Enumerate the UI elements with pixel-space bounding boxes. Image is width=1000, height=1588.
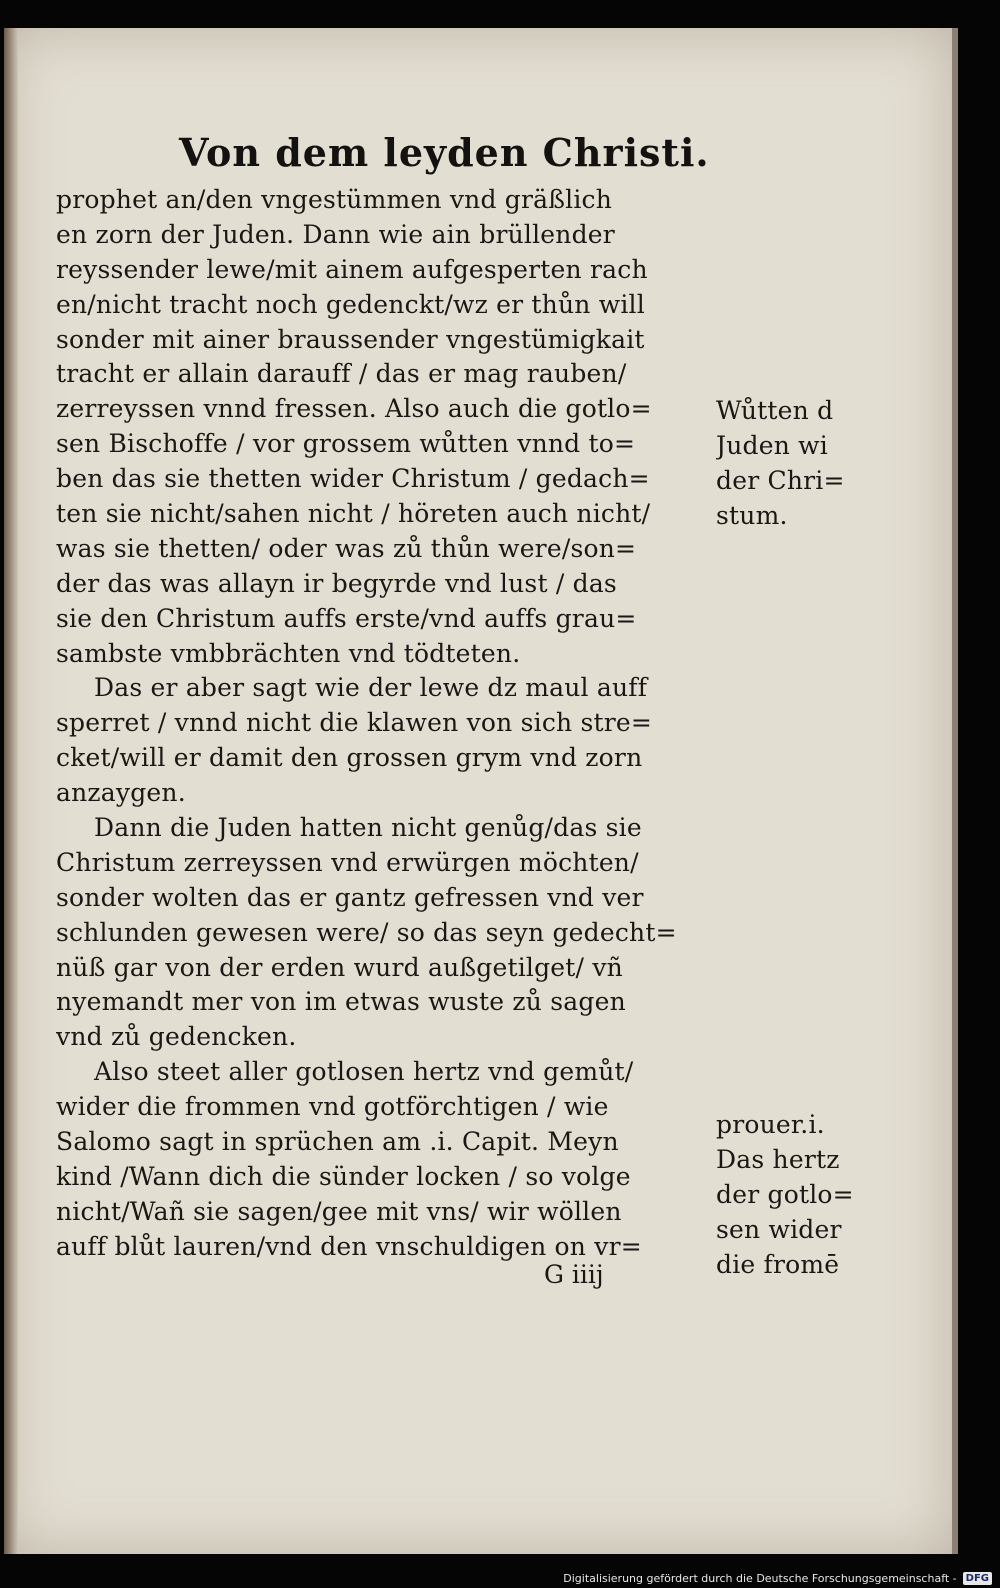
text-line: kind /Wann dich die sünder locken / so volge	[56, 1161, 631, 1191]
running-head: Von dem leyden Christi.	[179, 130, 710, 175]
text-line: schlunden gewesen were/ so das seyn gedecht=	[56, 917, 677, 947]
text-line: sonder wolten das er gantz gefressen vnd ver	[56, 882, 644, 912]
margin-note-line: der Chri=	[716, 465, 845, 495]
main-text-block	[56, 183, 716, 1265]
paragraph-start-line: Dann die Juden hatten nicht genůg/das sie	[94, 813, 642, 843]
margin-note-line: stum.	[716, 500, 788, 530]
text-line: tracht er allain darauff / das er mag rauben/	[56, 359, 627, 389]
book-page	[4, 28, 958, 1554]
text-line: nüß gar von der erden wurd außgetilget/ vñ	[56, 952, 623, 982]
digitization-credit	[563, 1572, 992, 1585]
text-line: wider die frommen vnd gotförchtigen / wie	[56, 1092, 609, 1122]
margin-note-line: Das hertz	[716, 1144, 840, 1174]
margin-note-line: sen wider	[716, 1214, 842, 1244]
text-line: vnd zů gedencken.	[56, 1022, 297, 1052]
text-line: reyssender lewe/mit ainem aufgesperten rach	[56, 254, 648, 284]
margin-note-line: der gotlo=	[716, 1179, 854, 1209]
text-line: zerreyssen vnnd fressen. Also auch die gotlo=	[56, 394, 652, 424]
credit-text: Digitalisierung gefördert durch die Deutsche Forschungsgemeinschaft -	[563, 1572, 957, 1585]
margin-note-judges-rage	[716, 394, 845, 534]
margin-note-line: Wůtten d	[716, 396, 834, 425]
margin-note-line: prouer.i.	[716, 1110, 825, 1139]
page-spine	[4, 28, 18, 1554]
text-line: ben das sie thetten wider Christum / gedach=	[56, 464, 650, 494]
paragraph-start-line: Also steet aller gotlosen hertz vnd gemůt/	[94, 1057, 634, 1087]
margin-note-line: die fromē	[716, 1249, 840, 1279]
text-line: en zorn der Juden. Dann wie ain brüllender	[56, 219, 615, 249]
text-line: auff blůt lauren/vnd den vnschuldigen on vr=	[56, 1231, 642, 1261]
text-line: cket/will er damit den grossen grym vnd zorn	[56, 743, 643, 773]
dfg-logo: DFG	[963, 1572, 992, 1585]
text-line: ten sie nicht/sahen nicht / höreten auch nicht/	[56, 499, 651, 529]
text-line: sambste vmbbrächten vnd tödteten.	[56, 638, 521, 668]
text-line: der das was allayn ir begyrde vnd lust / das	[56, 568, 617, 598]
margin-note-proverbs	[716, 1108, 854, 1282]
text-line: Christum zerreyssen vnd erwürgen möchten/	[56, 847, 639, 877]
text-line: sie den Christum auffs erste/vnd auffs grau=	[56, 603, 637, 633]
text-line: Salomo sagt in sprüchen am .i. Capit. Meyn	[56, 1127, 619, 1157]
margin-note-line: Juden wi	[716, 430, 828, 460]
text-line: was sie thetten/ oder was zů thůn were/son=	[56, 533, 637, 563]
text-line: prophet an/den vngestümmen vnd gräßlich	[56, 185, 613, 214]
text-line: sperret / vnnd nicht die klawen von sich stre=	[56, 708, 653, 738]
text-line: nicht/Wañ sie sagen/gee mit vns/ wir wöllen	[56, 1196, 622, 1226]
signature-mark: G iiij	[544, 1260, 604, 1289]
text-line: sen Bischoffe / vor grossem wůtten vnnd to=	[56, 429, 636, 459]
paragraph-start-line: Das er aber sagt wie der lewe dz maul auff	[94, 673, 648, 703]
text-line: sonder mit ainer braussender vngestümigkait	[56, 324, 645, 354]
text-line: nyemandt mer von im etwas wuste zů sagen	[56, 987, 626, 1017]
text-line: anzaygen.	[56, 778, 186, 808]
text-line: en/nicht tracht noch gedenckt/wz er thůn will	[56, 289, 645, 319]
